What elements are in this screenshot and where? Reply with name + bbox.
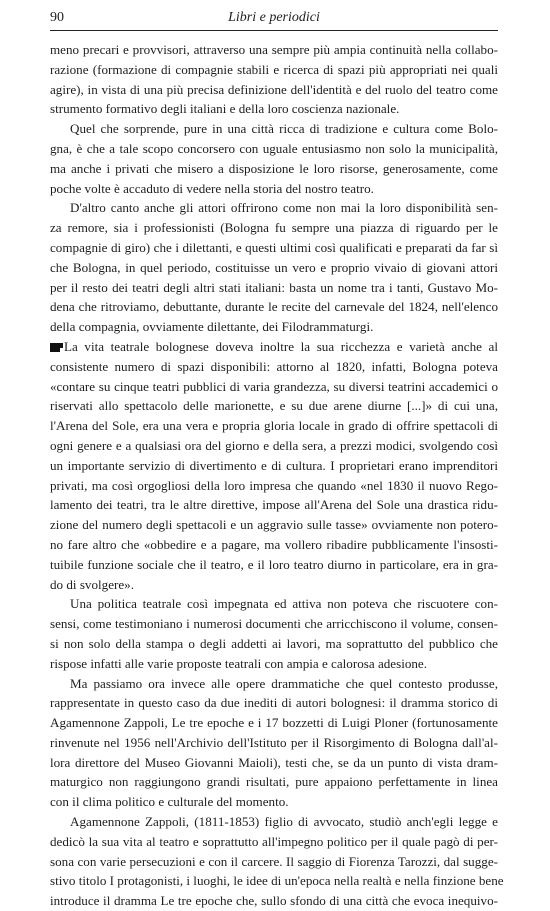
text-line-content: poche volte è accaduto di vedere nella storia del nostro teatro. — [50, 180, 374, 196]
text-line-content: Quel che sorprende, pure in una città ricca di tradizione e cultura come Bolo- — [70, 121, 498, 137]
text-line — [50, 614, 498, 634]
text-line — [50, 119, 498, 139]
text-line-content: «contare su cinque teatri pubblici di varia grandezza, su diversi teatrini accademici o — [50, 378, 498, 394]
text-line-content: agire), in vista di una più precisa definizione dell'identità e del ruolo del teatro come — [50, 81, 498, 97]
text-line — [50, 594, 498, 614]
text-line — [50, 792, 498, 812]
text-line-content: introduce il dramma Le tre epoche che, sullo sfondo di una città che evoca inequivo- — [50, 893, 498, 909]
page-header — [50, 8, 498, 31]
text-line — [50, 871, 504, 891]
text-line — [50, 832, 498, 852]
text-line-content: no fare altro che «obbedire e a pagare, ma vollero ribadire pubblicamente l'insosti- — [50, 536, 498, 552]
text-line — [50, 80, 498, 100]
text-line — [50, 278, 498, 298]
text-line-content: ma anche i privati che misero a disposizione le loro risorse, generosamente, come — [50, 160, 498, 176]
text-line — [50, 317, 498, 337]
text-line — [50, 654, 498, 674]
text-line — [50, 852, 498, 872]
text-line-content: stivo titolo I protagonisti, i luoghi, le idee di un'epoca nella realtà e nella finzione bene — [50, 873, 504, 889]
text-line-content: D'altro canto anche gli attori offrirono come non mai la loro disponibilità sen- — [70, 200, 498, 216]
text-line — [50, 733, 498, 753]
text-line — [50, 238, 498, 258]
text-line — [50, 297, 498, 317]
text-line-content: per il resto dei teatri degli altri stati italiani: basta un nome tra i tanti, Gustavo Mo- — [50, 279, 498, 295]
text-line — [50, 713, 498, 733]
text-line — [50, 515, 498, 535]
running-title: Libri e periodici — [228, 10, 320, 25]
text-line — [50, 812, 498, 832]
text-line — [50, 179, 498, 199]
text-line-content: un importante servizio di divertimento e di cultura. I proprietari erano imprenditori — [50, 457, 498, 473]
text-line-content: razione (formazione di compagnie stabili e ricerca di spazi più appropriati nei quali — [50, 61, 498, 77]
text-line — [50, 416, 498, 436]
text-line — [50, 436, 498, 456]
text-line — [50, 891, 498, 911]
text-line-content: Ma passiamo ora invece alle opere drammatiche che quel contesto produsse, — [70, 675, 498, 691]
text-line-content: tuibile funzione sociale che il teatro, e il loro teatro diurno in particolare, era in gra- — [50, 556, 498, 572]
text-line-content: dena che ritroviamo, debuttante, durante le recite del carnevale del 1824, nell'elenco — [50, 299, 498, 315]
margin-mark-icon — [50, 343, 60, 352]
text-line-content: consistente numero di spazi disponibili: attorno al 1820, infatti, Bologna poteva — [50, 358, 498, 374]
text-line-content: riservati allo spettacolo delle marionette, e su due arene diurne [...]» di cui una, — [50, 398, 498, 414]
text-line-content: Agamennone Zappoli, Le tre epoche e i 17 bozzetti di Luigi Ploner (fortunosamente — [50, 715, 498, 731]
text-line-content: strumento formativo degli italiani e della loro coscienza nazionale. — [50, 101, 400, 117]
body-text — [50, 40, 504, 911]
text-line-content: La vita teatrale bolognese doveva inoltre la sua ricchezza e varietà anche al — [64, 338, 498, 354]
text-line-content: che Bologna, in quel periodo, costituisse un vero e proprio vivaio di giovani attori — [50, 259, 498, 275]
text-line — [50, 495, 498, 515]
text-line-content: l'Arena del Sole, era una vera e propria gloria locale in grado di offrire spettacoli di — [50, 418, 498, 434]
text-line — [50, 456, 498, 476]
text-line-content: rispose infatti alle varie proposte teatrali con ampia e calorosa adesione. — [50, 655, 428, 671]
text-line — [50, 40, 498, 60]
text-line-content: si non solo della stampa o degli addetti ai lavori, ma soprattutto del pubblico che — [50, 635, 498, 651]
text-line-content: rappresentate in questo caso da due inediti di autori bolognesi: il dramma storico di — [50, 695, 498, 711]
text-line — [50, 60, 498, 80]
text-line-content: rinvenute nel 1956 nell'Archivio dell'Istituto per il Risorgimento di Bologna dall'al- — [50, 734, 498, 750]
text-line-content: Agamennone Zappoli, (1811-1853) figlio di avvocato, studiò anch'egli legge e — [70, 814, 498, 830]
text-line — [50, 337, 498, 357]
text-line — [50, 357, 498, 377]
text-line — [50, 555, 498, 575]
text-line-content: za remore, sia i professionisti (Bologna fu sempre una piazza di riguardo per le — [50, 220, 498, 236]
text-line — [50, 159, 498, 179]
text-line — [50, 377, 498, 397]
page-number: 90 — [50, 10, 64, 25]
text-line — [50, 99, 498, 119]
text-line — [50, 535, 498, 555]
text-line — [50, 772, 498, 792]
text-line-content: con il clima politico e culturale del momento. — [50, 794, 289, 810]
text-line — [50, 476, 498, 496]
text-line-content: lamento dei teatri, tra le altre direttive, impose all'Arena del Sole una drastica ridu- — [50, 497, 498, 513]
text-line-content: meno precari e provvisori, attraverso una sempre più ampia continuità nella collabo- — [50, 42, 498, 57]
text-line — [50, 218, 498, 238]
text-line-content: della compagnia, ovviamente dilettante, dei Filodrammaturgi. — [50, 319, 374, 335]
text-line-content: lora direttore del Museo Giovanni Maioli), testi che, se da un punto di vista dram- — [50, 754, 498, 770]
text-line-content: sensi, come testimoniano i numerosi documenti che arricchiscono il volume, consen- — [50, 616, 498, 632]
text-line-content: zione del numero degli spettacoli e un aggravio sulle tasse» ovviamente non potero- — [50, 517, 498, 533]
text-line-content: dedicò la sua vita al teatro e soprattutto all'impegno politico per il quale pagò di per- — [50, 833, 498, 849]
text-line — [50, 674, 498, 694]
text-line — [50, 634, 498, 654]
text-line-content: ogni genere e a qualsiasi ora del giorno e della sera, a prezzi modici, svolgendo così — [50, 437, 498, 453]
text-line — [50, 198, 498, 218]
text-line — [50, 258, 498, 278]
text-line — [50, 139, 498, 159]
text-line — [50, 693, 498, 713]
text-line-content: maturgico non raggiungono grandi risultati, pure appaiono perfettamente in linea — [50, 774, 498, 790]
text-line — [50, 396, 498, 416]
text-line-content: gna, è che a tale scopo concorsero con uguale entusiasmo non solo la municipalità, — [50, 140, 498, 156]
text-line — [50, 575, 498, 595]
text-line-content: compagnie di giro) che i dilettanti, e questi ultimi così qualificati e preparati da far sì — [50, 239, 498, 255]
text-line — [50, 753, 498, 773]
text-line-content: do di svolgere». — [50, 576, 135, 592]
text-line-content: sona con varie persecuzioni e con il carcere. Il saggio di Fiorenza Tarozzi, dal sugge- — [50, 853, 498, 869]
text-line-content: Una politica teatrale così impegnata ed attiva non poteva che riscuotere con- — [70, 596, 498, 612]
text-line-content: privati, ma così orgogliosi della loro impresa che quando «nel 1830 il nuovo Rego- — [50, 477, 498, 493]
